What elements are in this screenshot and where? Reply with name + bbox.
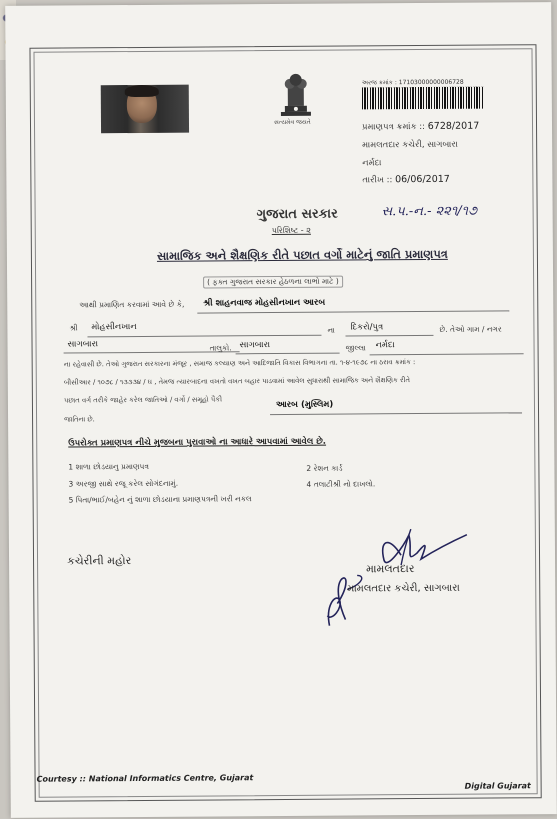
certificate-title: સામાજિક અને શૈક્ષણિક રીતે પછાત વર્ગો માટેનું જાતિ પ્રમાણપત્ર: [156, 246, 448, 263]
applicant-photo: [101, 85, 189, 134]
document-item-3: 3 અરજી સાથે રજૂ કરેલ સોગંદનામું.: [68, 478, 179, 489]
district-label: જીલ્લા: [345, 343, 366, 353]
document-item-4: 4 તલાટીશ્રી નો દાખલો.: [306, 479, 376, 489]
caste-value: આરબ (મુસ્લિમ): [275, 399, 334, 411]
issuing-office: મામલતદાર કચેરી, સાગબારા: [362, 139, 458, 151]
signatory-title: મામલતદાર: [366, 562, 415, 576]
footer-courtesy: Courtesy :: National Informatics Centre, Gujarat: [36, 773, 254, 784]
certificate-number: પ્રમાણપત્ર ક્રમાંક :: 6728/2017: [361, 120, 480, 133]
document-item-5: 5 પિતા/ભાઈ/બહેન નું શાળા છોડયાના પ્રમાણપત્રની ખરી નકલ: [68, 494, 252, 505]
taluka-value: સાગબારા: [239, 340, 271, 351]
certificate-border: [29, 44, 541, 802]
national-emblem-icon: [271, 68, 321, 126]
government-title: ગુજરાત સરકાર: [256, 206, 338, 223]
barcode: [362, 87, 484, 110]
issue-date-value: 06/06/2017: [395, 173, 450, 186]
office-seal-label: કચેરીની મહોર: [67, 554, 132, 568]
annexure-label: પરિશિષ્ટ - ૨: [271, 225, 311, 236]
paragraph-line-4: જાતિના છે.: [64, 415, 95, 424]
certificate-number-value: 6728/2017: [427, 120, 480, 132]
certify-label: આથી પ્રમાણિત કરવામાં આવે છે કે,: [79, 299, 185, 310]
relation-value: દિકરો/પુત્ર: [350, 322, 384, 333]
paragraph-line-2: બીસીઆર / ૧૦૭૮ / ૧૩૩૩૪ / ઘ , તેમજ ત્યારબાદના વખતો વખત બહાર પાડવામાં આવેલ સુધારાથી સામાજિક અને શૈક્ષણિક રીતે: [63, 376, 410, 387]
photo-hair: [125, 85, 159, 97]
document-item-2: 2 રેશન કાર્ડ: [306, 463, 343, 473]
village-label: છે. તેઓ ગામ / નગર: [439, 324, 502, 334]
emblem-caption: સત્યમેવ જયતે: [273, 118, 311, 127]
district-value: નર્મદા: [375, 340, 395, 351]
footer-digital-gujarat: Digital Gujarat: [464, 781, 531, 791]
signatory-office: મામલતદાર કચેરી, સાગબારા: [347, 582, 460, 595]
documents-heading: ઉપરોક્ત પ્રમાણપત્ર નીચે મુજબના પુરાવાઓ ના આધારે આપવામાં આવેલ છે.: [68, 436, 327, 449]
paragraph-line-3: પછાત વર્ગ તરીકે જાહેર કરેલ જાતિઓ / વર્ગો / સમૂહો પૈકી: [63, 395, 223, 405]
handwritten-reference: સ.પ.-ન.- ૨૨૧/૧૭: [381, 203, 478, 220]
relation-label: ના: [327, 325, 335, 335]
district: નર્મદા: [362, 158, 382, 169]
village-value: સાગબારા: [67, 339, 99, 350]
issue-date: તારીખ :: 06/06/2017: [362, 173, 450, 186]
applicant-name: શ્રી શાહનવાજ મોહસીનખાન આરબ: [203, 297, 326, 309]
paragraph-line-1: ના રહેવાસી છે. તેઓ ગુજરાત સરકારના મંજૂર , સમાજ કલ્યાણ અને આદિજાતિ વિકાસ વિભાગના તા. ૧-૪-૧૯૭૮ ના ઠરાવ ક્રમાંક :: [63, 358, 416, 369]
document-item-1: 1 શાળા છોડયાનુ પ્રમાણપત્ર: [68, 461, 150, 472]
father-name: મોહસીનખાન: [91, 322, 137, 333]
certificate-subtitle: ( ફક્ત ગુજરાત સરકાર હેઠળના લાભો માટે ): [203, 276, 343, 289]
certificate-paper: [5, 2, 557, 818]
barcode-number: અરજ ક્રમાંક : 17103000000006728: [361, 78, 464, 87]
taluka-label: તાલુકો.: [209, 343, 232, 353]
father-prefix: શ્રી: [69, 323, 78, 333]
